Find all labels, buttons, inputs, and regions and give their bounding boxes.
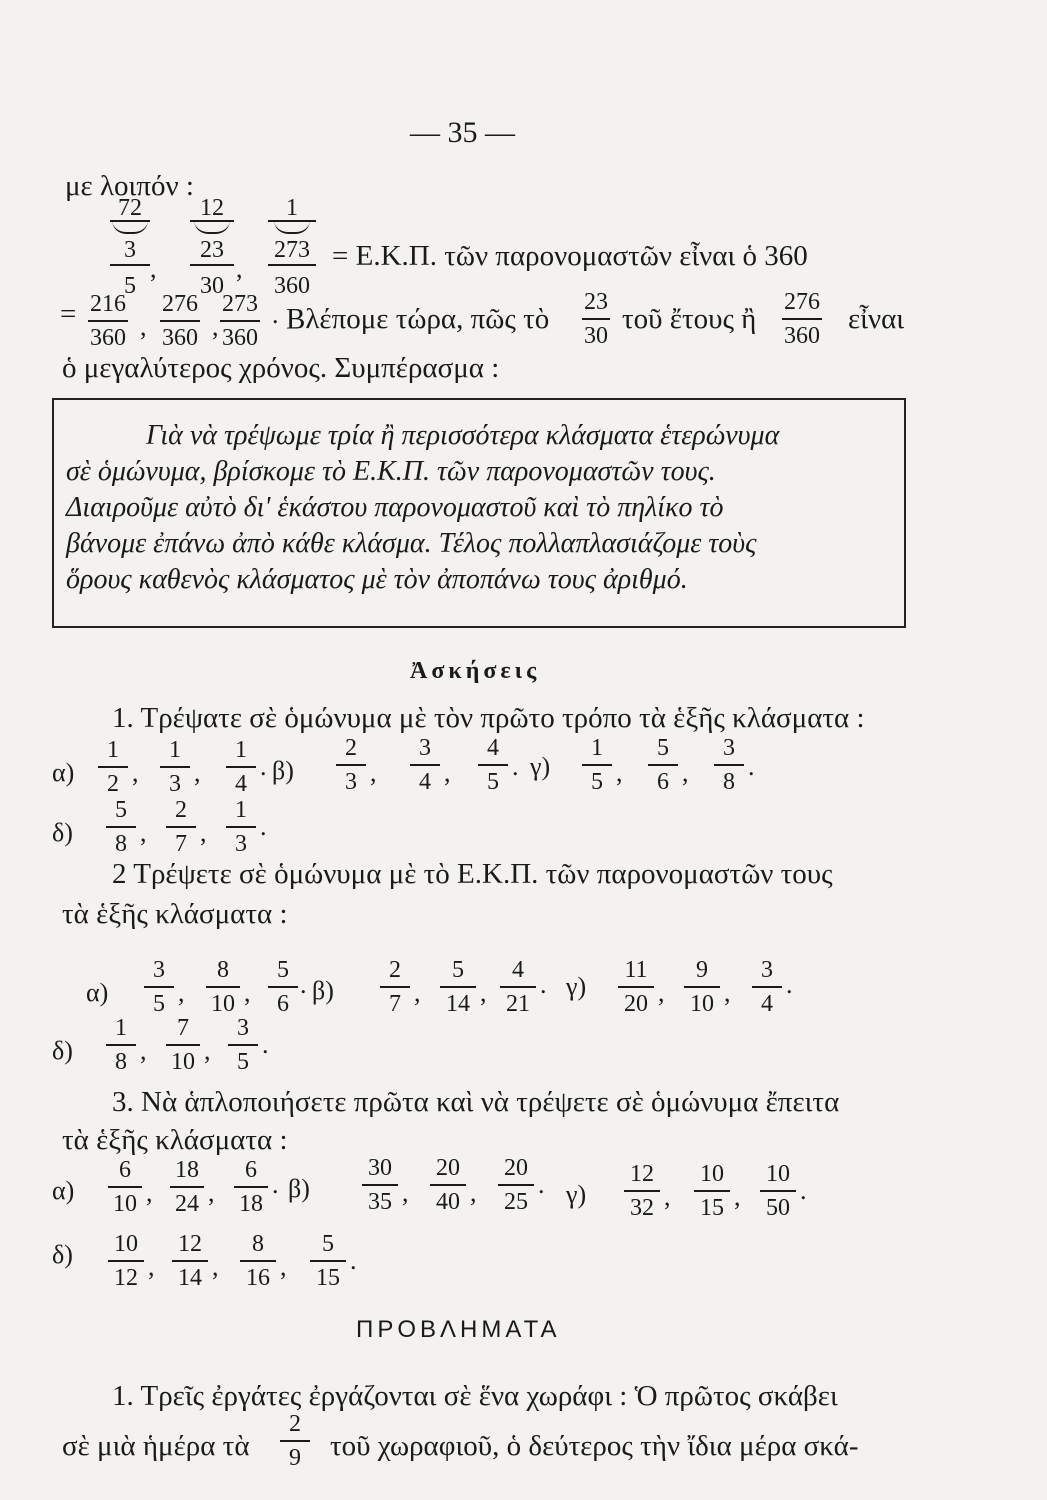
denominator: 8 (115, 831, 127, 857)
comma: , (658, 978, 665, 1007)
fraction (166, 1016, 200, 1074)
denominator: 30 (584, 323, 608, 349)
comma: , (140, 312, 147, 341)
fraction-bar (226, 766, 256, 768)
group-label: γ) (530, 752, 551, 781)
fraction-bar (240, 1260, 276, 1262)
fraction (362, 1156, 398, 1214)
stacked-bot: 5 (124, 273, 136, 299)
comma: , (208, 1178, 215, 1207)
comma: , (200, 818, 207, 847)
fraction (106, 1016, 136, 1074)
period: . (300, 970, 307, 999)
fraction-bar (206, 986, 240, 988)
fraction-bar (166, 826, 196, 828)
numerator: 5 (277, 957, 289, 983)
comma: , (724, 978, 731, 1007)
denominator: 10 (211, 991, 235, 1017)
fraction (144, 958, 174, 1016)
comma: , (616, 758, 623, 787)
fraction-bar (782, 318, 822, 320)
observation-text-3: εἶναι (848, 303, 905, 335)
fraction-bar (684, 986, 720, 988)
fraction (160, 292, 200, 350)
numerator: 18 (175, 1157, 199, 1183)
stacked-bot: 360 (274, 273, 310, 299)
period: . (262, 1030, 269, 1059)
comma: , (480, 978, 487, 1007)
fraction-bar (380, 986, 410, 988)
numerator: 2 (389, 957, 401, 983)
observation-text: Βλέπομε τώρα, πῶς τὸ (286, 303, 550, 335)
fraction (280, 1412, 310, 1470)
denominator: 4 (761, 991, 773, 1017)
comma: , (140, 1036, 147, 1065)
intro-text: με λοιπόν : (65, 170, 194, 202)
fraction-bar (694, 1190, 730, 1192)
comma: , (212, 1252, 219, 1281)
comma: , (150, 254, 157, 283)
denominator: 10 (171, 1049, 195, 1075)
fraction (108, 1158, 142, 1216)
fraction (240, 1232, 276, 1290)
page-number: — 35 — (410, 116, 515, 149)
group-label: δ) (52, 1240, 73, 1269)
fraction (714, 736, 744, 794)
comma: , (146, 1178, 153, 1207)
numerator: 8 (217, 957, 229, 983)
denominator: 4 (419, 769, 431, 795)
denominator: 50 (766, 1195, 790, 1221)
fraction (108, 1232, 144, 1290)
stacked-mid: 3 (110, 238, 150, 266)
observation-text-2: τοῦ ἔτους ἢ (622, 303, 757, 335)
denominator: 360 (222, 325, 258, 351)
stacked-fraction-1 (110, 196, 150, 298)
numerator: 276 (784, 289, 820, 315)
fraction (500, 958, 536, 1016)
fraction-bar (430, 1184, 466, 1186)
group-label: γ) (566, 1180, 587, 1209)
fraction-bar (582, 318, 610, 320)
group-label: δ) (52, 1036, 73, 1065)
fraction-bar (226, 826, 256, 828)
rule-line: βάνομε ἐπάνω ἀπὸ κάθε κλάσμα. Τέλος πολλαπλασιάζομε τοὺς (66, 528, 757, 559)
fraction (478, 736, 508, 794)
fraction (228, 1016, 258, 1074)
problem-1-text-end: τοῦ χωραφιοῦ, ὁ δεύτερος τὴν ἴδια μέρα σκά- (330, 1430, 859, 1462)
numerator: 11 (624, 957, 648, 983)
denominator: 16 (246, 1265, 270, 1291)
numerator: 1 (115, 1015, 127, 1041)
numerator: 23 (584, 289, 608, 315)
denominator: 15 (316, 1265, 340, 1291)
rule-line: Διαιροῦμε αὐτὸ δι' ἑκάστου παρονομαστοῦ καὶ τὸ πηλίκο τὸ (66, 492, 724, 523)
fraction-bar (310, 1260, 346, 1262)
numerator: 12 (178, 1231, 202, 1257)
period: . (350, 1246, 357, 1275)
denominator: 360 (784, 323, 820, 349)
denominator: 8 (115, 1049, 127, 1075)
denominator: 25 (504, 1189, 528, 1215)
numerator: 4 (512, 957, 524, 983)
fraction (234, 1158, 268, 1216)
denominator: 7 (175, 831, 187, 857)
rule-line: σὲ ὁμώνυμα, βρίσκομε τὸ Ε.Κ.Π. τῶν παρονομαστῶν τους. (66, 456, 716, 487)
period: . (786, 970, 793, 999)
denominator: 6 (657, 769, 669, 795)
comma: , (444, 758, 451, 787)
fraction (684, 958, 720, 1016)
numerator: 4 (487, 735, 499, 761)
numerator: 5 (452, 957, 464, 983)
numerator: 20 (504, 1155, 528, 1181)
exercise-2-text: 2 Τρέψετε σὲ ὁμώνυμα μὲ τὸ Ε.Κ.Π. τῶν παρονομαστῶν τους (112, 858, 833, 890)
fraction-bar (582, 764, 612, 766)
rule-line: ὅρους καθενὸς κλάσματος μὲ τὸν ἀποπάνω τους ἀριθμό. (66, 564, 688, 595)
fraction (336, 736, 366, 794)
period: . (260, 812, 267, 841)
denominator: 32 (630, 1195, 654, 1221)
fraction-bar (362, 1184, 398, 1186)
period: . (272, 300, 279, 329)
numerator: 1 (235, 737, 247, 763)
numerator: 7 (177, 1015, 189, 1041)
comma: , (402, 1178, 409, 1207)
numerator: 30 (368, 1155, 392, 1181)
fraction (694, 1162, 730, 1220)
group-label: β) (312, 976, 334, 1005)
lcm-statement: = Ε.Κ.Π. τῶν παρονομαστῶν εἶναι ὁ 360 (332, 240, 808, 272)
fraction-bar (108, 1186, 142, 1188)
period: . (538, 1170, 545, 1199)
stacked-fraction-3 (268, 196, 316, 298)
reduction-arc (194, 220, 230, 234)
fraction-bar (714, 764, 744, 766)
numerator: 12 (630, 1161, 654, 1187)
group-label: γ) (566, 972, 587, 1001)
denominator: 5 (237, 1049, 249, 1075)
fraction-bar (170, 1186, 204, 1188)
denominator: 12 (114, 1265, 138, 1291)
fraction (440, 958, 476, 1016)
exercise-2-text-cont: τὰ ἑξῆς κλάσματα : (62, 898, 288, 930)
fraction-bar (760, 1190, 796, 1192)
fraction-bar (88, 320, 128, 322)
fraction (752, 958, 782, 1016)
numerator: 6 (245, 1157, 257, 1183)
denominator: 18 (239, 1191, 263, 1217)
fraction-bar (624, 1190, 660, 1192)
fraction-bar (752, 986, 782, 988)
fraction-bar (498, 1184, 534, 1186)
denominator: 15 (700, 1195, 724, 1221)
numerator: 2 (289, 1411, 301, 1437)
fraction-bar (144, 986, 174, 988)
fraction-bar (234, 1186, 268, 1188)
denominator: 5 (591, 769, 603, 795)
fraction-bar (410, 764, 440, 766)
comma: , (236, 254, 243, 283)
equals-sign: = (60, 298, 77, 330)
fraction (226, 738, 256, 796)
numerator: 273 (222, 291, 258, 317)
fraction (206, 958, 240, 1016)
numerator: 1 (235, 797, 247, 823)
comma: , (148, 1252, 155, 1281)
fraction (410, 736, 440, 794)
fraction (582, 290, 610, 348)
stacked-top: 72 (110, 196, 150, 222)
fraction (98, 738, 128, 796)
comma: , (682, 758, 689, 787)
comma: , (204, 1036, 211, 1065)
stacked-mid: 273 (268, 238, 316, 266)
problem-1-text-cont: σὲ μιὰ ἡμέρα τὰ (62, 1430, 250, 1462)
numerator: 20 (436, 1155, 460, 1181)
period: . (512, 752, 519, 781)
stacked-top: 1 (268, 196, 316, 222)
denominator: 8 (723, 769, 735, 795)
denominator: 14 (446, 991, 470, 1017)
numerator: 9 (696, 957, 708, 983)
numerator: 5 (657, 735, 669, 761)
numerator: 10 (114, 1231, 138, 1257)
numerator: 276 (162, 291, 198, 317)
numerator: 6 (119, 1157, 131, 1183)
denominator: 5 (487, 769, 499, 795)
denominator: 20 (624, 991, 648, 1017)
fraction (166, 798, 196, 856)
comma: , (664, 1182, 671, 1211)
fraction (782, 290, 822, 348)
denominator: 10 (113, 1191, 137, 1217)
fraction-bar (280, 1440, 310, 1442)
denominator: 3 (235, 831, 247, 857)
fraction (170, 1158, 204, 1216)
comma: , (280, 1252, 287, 1281)
fraction (498, 1156, 534, 1214)
problem-1-text: 1. Τρεῖς ἐργάτες ἐργάζονται σὲ ἕνα χωράφι : Ὁ πρῶτος σκάβει (112, 1380, 838, 1412)
denominator: 2 (107, 771, 119, 797)
fraction-bar (336, 764, 366, 766)
numerator: 5 (115, 797, 127, 823)
period: . (260, 752, 267, 781)
problems-title: ΠΡΟΒΛΗΜΑΤΑ (356, 1316, 561, 1343)
numerator: 3 (419, 735, 431, 761)
numerator: 1 (107, 737, 119, 763)
period: . (272, 1170, 279, 1199)
group-label: α) (86, 978, 109, 1007)
group-label: α) (52, 1176, 75, 1205)
numerator: 1 (591, 735, 603, 761)
numerator: 2 (175, 797, 187, 823)
denominator: 3 (345, 769, 357, 795)
comma: , (470, 1178, 477, 1207)
period: . (800, 1176, 807, 1205)
fraction (226, 798, 256, 856)
fraction-bar (166, 1044, 200, 1046)
fraction-bar (108, 1260, 144, 1262)
conclusion-lead: ὁ μεγαλύτερος χρόνος. Συμπέρασμα : (62, 352, 500, 384)
reduction-arc (112, 220, 148, 234)
fraction (760, 1162, 796, 1220)
comma: , (244, 978, 251, 1007)
exercise-1-text: 1. Τρέψατε σὲ ὁμώνυμα μὲ τὸν πρῶτο τρόπο τὰ ἑξῆς κλάσματα : (112, 702, 865, 734)
group-label: δ) (52, 818, 73, 847)
numerator: 3 (153, 957, 165, 983)
fraction-bar (648, 764, 678, 766)
comma: , (132, 758, 139, 787)
fraction (88, 292, 128, 350)
denominator: 4 (235, 771, 247, 797)
numerator: 3 (237, 1015, 249, 1041)
rule-line: Γιὰ νὰ τρέψωμε τρία ἢ περισσότερα κλάσματα ἑτερώνυμα (146, 420, 780, 451)
fraction (160, 738, 190, 796)
denominator: 10 (690, 991, 714, 1017)
fraction-bar (440, 986, 476, 988)
group-label: α) (52, 758, 75, 787)
numerator: 2 (345, 735, 357, 761)
period: . (748, 752, 755, 781)
comma: , (414, 978, 421, 1007)
numerator: 10 (700, 1161, 724, 1187)
denominator: 7 (389, 991, 401, 1017)
group-label: β) (272, 756, 294, 785)
exercises-title: Ἀσκήσεις (410, 658, 541, 684)
denominator: 5 (153, 991, 165, 1017)
denominator: 360 (162, 325, 198, 351)
exercise-3-text-cont: τὰ ἑξῆς κλάσματα : (62, 1124, 288, 1156)
fraction (380, 958, 410, 1016)
fraction (310, 1232, 346, 1290)
numerator: 10 (766, 1161, 790, 1187)
denominator: 14 (178, 1265, 202, 1291)
fraction-bar (618, 986, 654, 988)
denominator: 6 (277, 991, 289, 1017)
stacked-mid: 23 (190, 238, 234, 266)
fraction (648, 736, 678, 794)
numerator: 1 (169, 737, 181, 763)
fraction (618, 958, 654, 1016)
comma: , (734, 1182, 741, 1211)
comma: , (212, 312, 219, 341)
numerator: 3 (761, 957, 773, 983)
fraction-bar (98, 766, 128, 768)
comma: , (194, 758, 201, 787)
fraction-bar (172, 1260, 208, 1262)
exercise-3-text: 3. Νὰ ἁπλοποιήσετε πρῶτα καὶ νὰ τρέψετε σὲ ὁμώνυμα ἔπειτα (112, 1086, 840, 1118)
numerator: 5 (322, 1231, 334, 1257)
stacked-top: 12 (190, 196, 234, 222)
numerator: 216 (90, 291, 126, 317)
denominator: 40 (436, 1189, 460, 1215)
fraction (106, 798, 136, 856)
denominator: 3 (169, 771, 181, 797)
comma: , (140, 818, 147, 847)
reduction-arc (274, 220, 310, 234)
stacked-bot: 30 (200, 273, 224, 299)
fraction-bar (106, 1044, 136, 1046)
fraction-bar (500, 986, 536, 988)
group-label: β) (288, 1174, 310, 1203)
fraction-bar (268, 986, 298, 988)
fraction (624, 1162, 660, 1220)
denominator: 35 (368, 1189, 392, 1215)
period: . (540, 970, 547, 999)
denominator: 21 (506, 991, 530, 1017)
comma: , (370, 758, 377, 787)
denominator: 9 (289, 1445, 301, 1471)
fraction-bar (160, 766, 190, 768)
stacked-fraction-2 (190, 196, 234, 298)
numerator: 3 (723, 735, 735, 761)
fraction-bar (160, 320, 200, 322)
fraction (268, 958, 298, 1016)
fraction-bar (220, 320, 260, 322)
denominator: 24 (175, 1191, 199, 1217)
fraction (430, 1156, 466, 1214)
fraction (582, 736, 612, 794)
fraction-bar (106, 826, 136, 828)
denominator: 360 (90, 325, 126, 351)
numerator: 8 (252, 1231, 264, 1257)
fraction-bar (478, 764, 508, 766)
fraction (220, 292, 260, 350)
fraction-bar (228, 1044, 258, 1046)
fraction (172, 1232, 208, 1290)
comma: , (178, 978, 185, 1007)
